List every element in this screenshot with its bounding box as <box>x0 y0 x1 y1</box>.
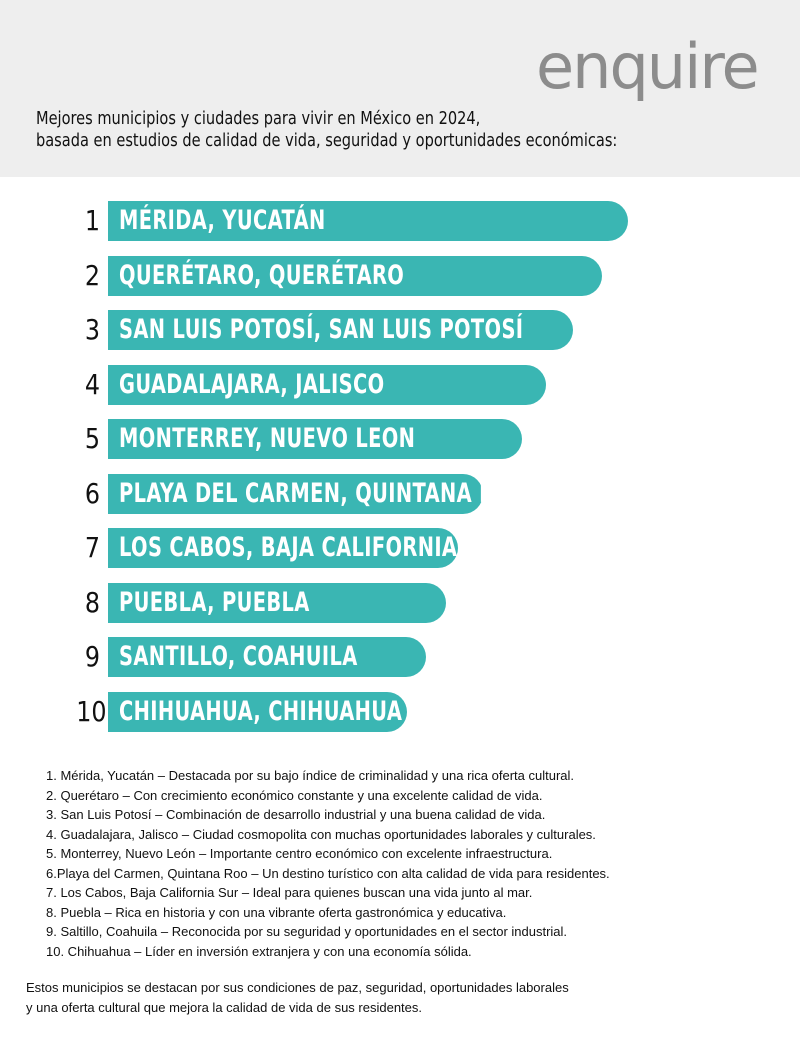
bar-label-5: MONTERREY, NUEVO LEON <box>119 423 416 454</box>
bar-label-4: GUADALAJARA, JALISCO <box>119 368 385 400</box>
enquire-logo <box>536 30 781 110</box>
note-item-1: 1. Mérida, Yucatán – Destacada por su bajo índice de criminalidad y una rica oferta cultural. <box>46 768 575 783</box>
bar-label-9: SANTILLO, COAHUILA <box>119 641 358 672</box>
page-title <box>36 108 684 152</box>
bar-rank-3: 3 <box>84 313 100 346</box>
note-item-3: 3. San Luis Potosí – Combinación de desarrollo industrial y una buena calidad de vida. <box>46 807 546 822</box>
bar-rank-9: 9 <box>84 640 100 673</box>
bar-label-10: CHIHUAHUA, CHIHUAHUA <box>119 695 403 727</box>
note-item-7: 7. Los Cabos, Baja California Sur – Ideal para quienes buscan una vida junto al mar. <box>46 885 533 900</box>
title-line-1: Mejores municipios y ciudades para vivir en México en 2024, <box>36 108 481 129</box>
bar-7 <box>108 528 511 568</box>
summary-line-2: y una oferta cultural que mejora la calidad de vida de sus residentes. <box>26 1000 423 1015</box>
note-item-8: 8. Puebla – Rica en historia y con una vibrante oferta gastronómica y educativa. <box>46 904 507 920</box>
bar-label-7: LOS CABOS, BAJA CALIFORNIA SUR <box>119 532 511 563</box>
bar-label-3: SAN LUIS POTOSÍ, SAN LUIS POTOSÍ <box>119 314 524 345</box>
note-item-9: 9. Saltillo, Coahuila – Reconocida por su seguridad y oportunidades en el sector industrial. <box>46 924 568 939</box>
bar-rank-1: 1 <box>84 204 100 237</box>
bar-5 <box>108 419 522 459</box>
bar-rank-4: 4 <box>84 367 100 401</box>
bar-6 <box>108 474 529 514</box>
note-item-10: 10. Chihuahua – Líder en inversión extranjera y con una economía sólida. <box>46 943 472 959</box>
bar-9 <box>108 637 426 677</box>
bar-4 <box>108 365 546 405</box>
bar-rank-2: 2 <box>84 258 100 292</box>
summary-paragraph <box>26 978 766 1018</box>
bar-label-2: QUERÉTARO, QUERÉTARO <box>119 259 405 291</box>
bar-rank-6: 6 <box>84 476 100 510</box>
bar-rank-8: 8 <box>84 585 100 619</box>
logo-text: enquire <box>536 30 758 103</box>
bar-8 <box>108 583 446 623</box>
bar-rank-7: 7 <box>84 531 100 564</box>
bar-3 <box>108 310 573 350</box>
summary-line-1: Estos municipios se destacan por sus condiciones de paz, seguridad, oportunidades laborales <box>26 980 569 995</box>
bar-rank-10: 10 <box>76 694 107 728</box>
bar-1 <box>108 201 628 241</box>
bar-label-8: PUEBLA, PUEBLA <box>119 586 310 618</box>
note-item-2: 2. Querétaro – Con crecimiento económico constante y una excelente calidad de vida. <box>46 787 543 803</box>
note-item-6: 6.Playa del Carmen, Quintana Roo – Un destino turístico con alta calidad de vida para residentes. <box>46 865 610 881</box>
note-item-5: 5. Monterrey, Nuevo León – Importante centro económico con excelente infraestructura. <box>46 846 553 861</box>
bar-rank-5: 5 <box>84 422 100 455</box>
title-line-2: basada en estudios de calidad de vida, seguridad y oportunidades económicas: <box>36 130 618 151</box>
bar-label-1: MÉRIDA, YUCATÁN <box>119 205 326 236</box>
ranking-bar-chart <box>0 195 800 740</box>
header-band <box>0 0 800 177</box>
note-item-4: 4. Guadalajara, Jalisco – Ciudad cosmopolita con muchas oportunidades laborales y culturales. <box>46 826 596 842</box>
ranking-notes-list <box>46 766 746 961</box>
bar-10 <box>108 692 407 732</box>
bar-2 <box>108 256 602 296</box>
bar-label-6: PLAYA DEL CARMEN, QUINTANA ROO <box>119 477 529 509</box>
